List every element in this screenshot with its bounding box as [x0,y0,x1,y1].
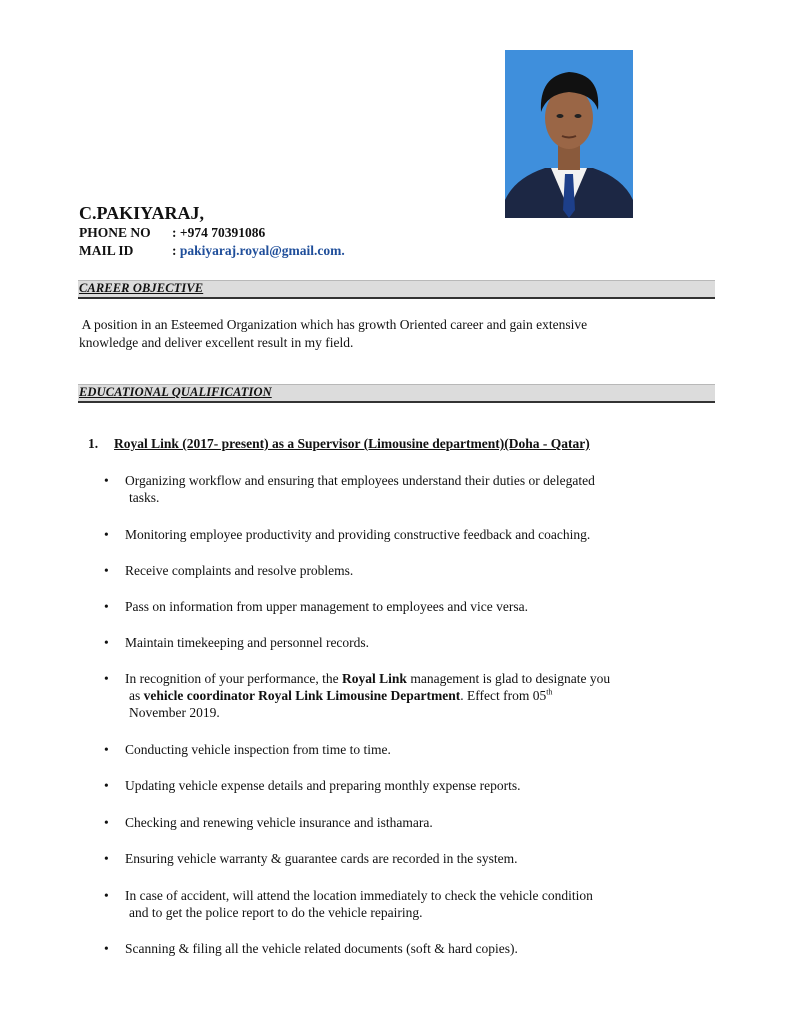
section-header-career-objective [78,280,715,299]
duty-text: Scanning & filing all the vehicle related documents (soft & hard copies). [125,941,518,956]
bullet-icon: • [104,635,109,650]
duty-text: Ensuring vehicle warranty & guarantee cards are recorded in the system. [125,851,518,866]
objective-text [79,316,679,352]
duty-text: Conducting vehicle inspection from time to time. [125,742,391,757]
job-number: 1. [88,436,99,451]
bullet-icon: • [104,941,109,956]
company-name: Royal Link [342,671,407,686]
bullet-icon: • [104,742,109,757]
job-title: Royal Link (2017- present) as a Supervisor (Limousine department)(Doha - Qatar) [114,436,590,451]
duty-text: In recognition of your performance, the [125,671,343,686]
objective-line: A position in an Esteemed Organization which has growth Oriented career and gain extensive [79,317,588,332]
profile-photo [505,50,633,218]
mail-colon: : [172,243,180,258]
duty-text: Updating vehicle expense details and preparing monthly expense reports. [125,778,521,793]
bullet-icon: • [104,815,109,830]
phone-row [79,225,265,241]
bullet-icon: • [104,778,109,793]
section-title: CAREER OBJECTIVE [79,281,204,295]
duty-text: Maintain timekeeping and personnel records. [125,635,370,650]
job-heading [88,436,590,452]
mail-row [79,243,345,259]
bullet-icon: • [104,888,109,903]
duty-text: Pass on information from upper management to employees and vice versa. [125,599,529,614]
portrait-image [505,50,633,218]
objective-line: knowledge and deliver excellent result in my field. [79,335,354,350]
section-title: EDUCATIONAL QUALIFICATION [79,385,272,399]
phone-value: : +974 70391086 [172,225,266,240]
candidate-name: C.PAKIYARAJ, [79,203,205,223]
ordinal-suffix: th [546,687,553,697]
duty-text: Checking and renewing vehicle insurance and isthamara. [125,815,433,830]
bullet-icon: • [104,851,109,866]
duty-text: as [129,688,144,703]
duty-text: . Effect from 05 [460,688,547,703]
bullet-icon: • [104,527,109,542]
duty-text: Receive complaints and resolve problems. [125,563,354,578]
bullet-icon: • [104,473,109,488]
duty-text: tasks. [129,490,160,505]
duty-text: and to get the police report to do the vehicle repairing. [129,905,423,920]
duty-text: Monitoring employee productivity and providing constructive feedback and coaching. [125,527,591,542]
phone-label: PHONE NO [79,225,151,240]
duty-text: November 2019. [129,705,220,720]
bullet-icon: • [104,599,109,614]
duty-text: In case of accident, will attend the location immediately to check the vehicle condition [125,888,593,903]
mail-label: MAIL ID [79,243,134,258]
bullet-icon: • [104,563,109,578]
duty-text: Organizing workflow and ensuring that employees understand their duties or delegated [125,473,595,488]
section-header-educational-qualification [78,384,715,403]
duty-text: management is glad to designate you [406,671,611,686]
mail-link[interactable]: pakiyaraj.royal@gmail.com. [179,243,345,258]
bullet-icon: • [104,671,109,686]
designation: vehicle coordinator Royal Link Limousine Department [143,688,461,703]
